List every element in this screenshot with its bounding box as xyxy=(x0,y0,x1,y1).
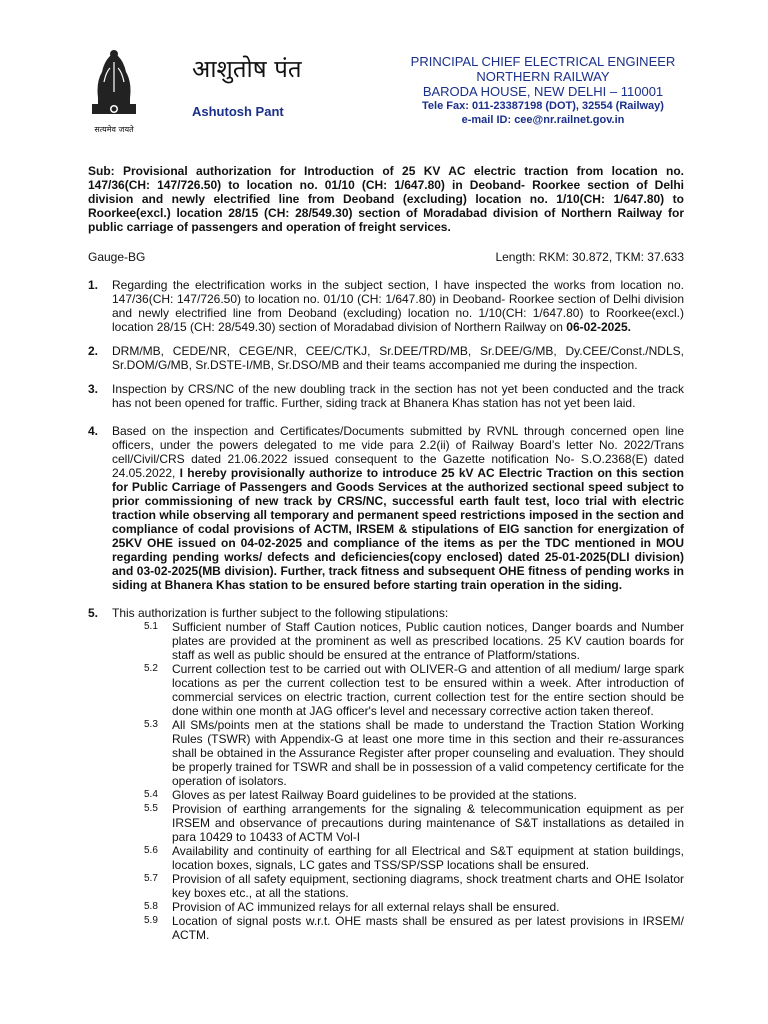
paragraph-number: 4. xyxy=(88,424,99,438)
ashoka-emblem-icon xyxy=(84,42,144,122)
paragraph-4 xyxy=(88,424,684,592)
length-text: Length: RKM: 30.872, TKM: 37.633 xyxy=(495,250,684,264)
stipulation-text: Provision of earthing arrangements for the signaling & telecommunication equipment as per IRSEM and observance of precautions during maintenance of S&T installations as detailed in para 10429 to 10433 of ACTM Vol-I xyxy=(172,802,684,844)
stipulation-item xyxy=(144,802,684,844)
stipulation-number: 5.9 xyxy=(144,915,158,926)
paragraph-5 xyxy=(88,606,684,620)
paragraph-text xyxy=(112,278,684,334)
office-email: e-mail ID: cee@nr.railnet.gov.in xyxy=(461,114,625,126)
paragraph-text xyxy=(112,424,684,592)
paragraph-3-text: Inspection by CRS/NC of the new doubling track in the section has not yet been conducted and the track has not been opened for traffic. Further, siding track at Bhanera Khas station has not yet been laid. xyxy=(112,382,684,410)
letter-body xyxy=(88,164,684,942)
stipulation-number: 5.2 xyxy=(144,663,158,674)
stipulation-number: 5.6 xyxy=(144,845,158,856)
paragraph-5-text: This authorization is further subject to the following stipulations: xyxy=(112,606,449,620)
stipulation-item xyxy=(144,718,684,788)
office-address: BARODA HOUSE, NEW DELHI – 110001 xyxy=(422,84,664,99)
office-organization: NORTHERN RAILWAY xyxy=(476,69,610,84)
officer-name-hindi: आशुतोष पंत xyxy=(192,55,302,83)
paragraph-3 xyxy=(88,382,684,410)
stipulation-item xyxy=(144,872,684,900)
paragraph-1-text: Regarding the electrification works in the subject section, I have inspected the works from location no. 147/36(CH: 147/726.50) to location no. 01/10 (CH: 1/647.80) in Deoband- Roorkee section of Delhi division and newly electrified line from Deoband (excluding) location no. 1/10(CH: 1/647.80) to Roorkee(excl.) location 28/15 (CH: 28/549.30) section of Moradabad division of Northern Railway on xyxy=(112,278,684,334)
paragraph-number: 2. xyxy=(88,344,99,358)
stipulation-number: 5.5 xyxy=(144,803,158,814)
paragraph-2-text: DRM/MB, CEDE/NR, CEGE/NR, CEE/C/TKJ, Sr.DEE/TRD/MB, Sr.DEE/G/MB, Dy.CEE/Const./NDLS, Sr.DOM/G/MB, Sr.DSTE-I/MB, Sr.DSO/MB and their teams accompanied me during the inspection. xyxy=(112,344,684,372)
paragraph-4-text: Based on the inspection and Certificates/Documents submitted by RVNL through concerned open line officers, under the powers delegated to me vide para 2.2(ii) of Railway Board’s letter No. 2022/Trans cell/Civil/CRS dated 21.06.2022 issued consequent to the Gazette notification No- S.O.2368(E) dated 24.05.2022, xyxy=(112,424,684,480)
paragraph-1 xyxy=(88,278,684,334)
stipulation-item xyxy=(144,844,684,872)
stipulation-text: Sufficient number of Staff Caution notices, Public caution notices, Danger boards and Number plates are provided at the prominent as well as prescribed locations. 25 KV caution boards for staff as well as public should be ensured at the entrance of Platform/stations. xyxy=(172,620,684,662)
office-telefax: Tele Fax: 011-23387198 (DOT), 32554 (Railway) xyxy=(422,100,664,112)
paragraph-2 xyxy=(88,344,684,372)
stipulation-text: Availability and continuity of earthing for all Electrical and S&T equipment at station buildings, location boxes, signals, LC gates and TSS/SP/SSP locations shall be ensured. xyxy=(172,844,684,872)
paragraph-number: 1. xyxy=(88,278,99,292)
stipulation-number: 5.8 xyxy=(144,901,158,912)
gauge-text: Gauge-BG xyxy=(88,250,146,264)
officer-name-english: Ashutosh Pant xyxy=(192,104,284,119)
inspection-date: 06-02-2025. xyxy=(566,320,631,334)
gauge-length-row xyxy=(88,250,684,264)
stipulation-number: 5.3 xyxy=(144,719,158,730)
stipulation-number: 5.4 xyxy=(144,789,158,800)
stipulation-text: Location of signal posts w.r.t. OHE masts shall be ensured as per latest provisions in IRSEM/ ACTM. xyxy=(172,914,684,942)
stipulation-number: 5.1 xyxy=(144,621,158,632)
emblem-motto: सत्यमेव जयते xyxy=(94,125,134,134)
stipulation-text: Provision of AC immunized relays for all external relays shall be ensured. xyxy=(172,900,560,914)
stipulation-text: All SMs/points men at the stations shall be made to understand the Traction Station Working Rules (TSWR) with Appendix-G at least one more time in this section and their re-assurances shall be obtained in the Assurance Register after proper counseling and evaluation. They should be properly trained for TSWR and shall be in possession of a valid competency certificate for the operation of isolators. xyxy=(172,718,684,788)
stipulation-item xyxy=(144,620,684,662)
stipulation-item xyxy=(144,662,684,718)
paragraph-number: 3. xyxy=(88,382,99,396)
stipulation-text: Provision of all safety equipment, sectioning diagrams, shock treatment charts and OHE Isolator key boxes etc., at all the stations. xyxy=(172,872,684,900)
stipulation-item xyxy=(144,914,684,942)
paragraph-number: 5. xyxy=(88,606,99,620)
national-emblem xyxy=(84,42,144,134)
stipulation-number: 5.7 xyxy=(144,873,158,884)
stipulations-list xyxy=(88,620,684,942)
subject-line: Sub: Provisional authorization for Introduction of 25 KV AC electric traction from location no. 147/36(CH: 147/726.50) to location no. 01/10 (CH: 1/647.80) in Deoband- Roorkee section of Delhi division and newly electrified line from Deoband (excluding) location no. 1/10(CH: 1/647.80) to Roorkee(excl.) location 28/15 (CH: 28/549.30) section of Moradabad division of Northern Railway for public carriage of passengers and operation of freight services. xyxy=(88,164,684,234)
office-address-block xyxy=(382,54,704,127)
authorization-statement: I hereby provisionally authorize to introduce 25 kV AC Electric Traction on this section for Public Carriage of Passengers and Goods Services at the authorized sectional speed subject to prior commissioning of new track by CRS/NC, successful earth fault test, loco trial with electric traction while observing all temporary and permanent speed restrictions imposed in the section and compliance of codal provisions of ACTM, IRSEM & stipulations of EIG sanction for energization of 25KV OHE issued on 04-02-2025 and compliance of the items as per the TDC mentioned in MOU regarding pending works/ defects and deficiencies(copy enclosed) dated 25-01-2025(DLI division) and 03-02-2025(MB division). Further, track fitness and subsequent OHE fitness of pending works in siding at Bhanera Khas station to be ensured before starting train operation in the siding. xyxy=(112,466,684,592)
stipulation-item xyxy=(144,900,684,914)
stipulation-item xyxy=(144,788,684,802)
stipulation-text: Gloves as per latest Railway Board guidelines to be provided at the stations. xyxy=(172,788,577,802)
office-designation: PRINCIPAL CHIEF ELECTRICAL ENGINEER xyxy=(410,54,676,69)
stipulation-text: Current collection test to be carried out with OLIVER-G and attention of all medium/ large spark locations as per the current collection test to be ensured within a week. After introduction of commercial services on electric traction, current collection test for the entire section should be done within one month at JAG officer's level and necessary corrective action taken thereof. xyxy=(172,662,684,718)
